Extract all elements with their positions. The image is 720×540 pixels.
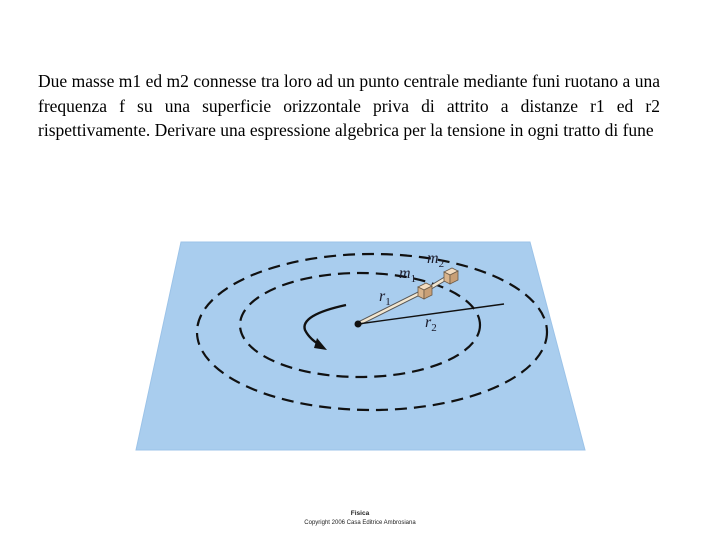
label-m2: $m_2$ (427, 250, 445, 270)
label-r2: $r_2$ (425, 314, 437, 334)
problem-statement: Due masse m1 ed m2 connesse tra loro ad un punto centrale mediante funi ruotano a una frequenza f su una superficie orizzontale priva di attrito a distanze r1 ed r2 rispettivamente. Derivare una espressione algebrica per la tensione in ogni tratto di fune (38, 71, 660, 140)
footer-title: Fisica (350, 510, 370, 517)
label-r1: $r_1$ (379, 288, 391, 308)
footer-copyright: Copyright 2006 Casa Editrice Ambrosiana (304, 520, 416, 526)
label-m1: $m_1$ (399, 265, 417, 285)
center-pivot (355, 321, 362, 328)
